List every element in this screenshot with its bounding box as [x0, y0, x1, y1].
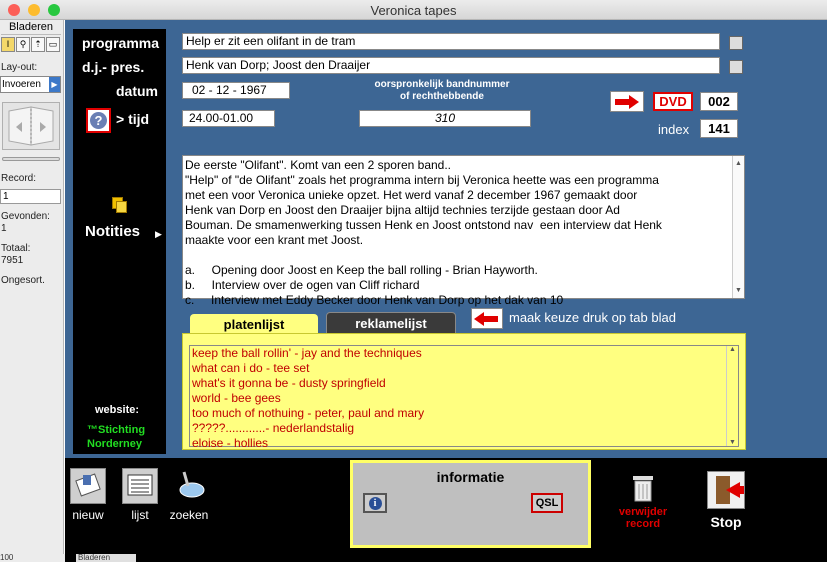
dj-label: d.j.- pres.	[82, 59, 145, 75]
stop-label: Stop	[710, 514, 742, 530]
window-title: Veronica tapes	[370, 3, 457, 18]
delete-label-2: record	[625, 518, 661, 530]
orig-label-line1: oorspronkelijk bandnummer	[374, 79, 510, 90]
tab-reklamelijst[interactable]: reklamelijst	[326, 312, 456, 334]
zoom-level[interactable]: 100	[0, 554, 65, 562]
tab-platenlijst[interactable]: platenlijst	[190, 314, 318, 338]
programma-label: programma	[82, 35, 160, 51]
scroll-up-icon[interactable]: ▲	[729, 346, 736, 353]
notities-label: Notities	[85, 223, 141, 240]
scroll-down-icon[interactable]: ▼	[735, 287, 742, 294]
scroll-down-icon[interactable]: ▼	[729, 439, 736, 446]
arrow-right-icon	[611, 92, 643, 111]
notes-line: "Help" of "de Olifant" zoals het programma intern bij Veronica heette was een programma	[185, 173, 659, 187]
playlist-scrollbar[interactable]	[726, 346, 738, 446]
record-number-input[interactable]: 1	[0, 189, 61, 204]
title-bar	[0, 0, 827, 20]
book-icon	[3, 103, 59, 149]
record-label: Record:	[1, 173, 37, 184]
chevron-right-icon: ▶	[49, 77, 60, 92]
notes-line: De eerste "Olifant". Komt van een 2 sporen band..	[185, 158, 452, 172]
info-panel	[350, 460, 591, 548]
playlist-item[interactable]: ?????............- nederlandstalig	[192, 421, 355, 435]
notes-line: b. Interview over de ogen van Cliff richard	[185, 278, 420, 292]
layout-select[interactable]	[0, 76, 61, 93]
dvd-field[interactable]: 002	[700, 92, 738, 111]
playlist-item[interactable]: what can i do - tee set	[192, 361, 310, 375]
mode-label: Bladeren	[1, 21, 61, 35]
delete-label-1: verwijder	[618, 506, 668, 518]
exit-door-icon	[707, 471, 745, 509]
layout-select-value: Invoeren	[2, 79, 41, 90]
notes-line: maakte voor een krant met Joost.	[185, 233, 364, 247]
datum-label: datum	[116, 83, 158, 99]
website-label: website:	[95, 404, 140, 416]
notes-line: a. Opening door Joost en Keep the ball rolling - Brian Hayworth.	[185, 263, 538, 277]
sort-status: Ongesort.	[1, 275, 45, 286]
preview-tool-icon[interactable]: ▭	[46, 37, 60, 52]
scroll-up-icon[interactable]: ▲	[735, 160, 742, 167]
programma-field[interactable]: Help er zit een olifant in de tram	[182, 33, 720, 50]
dj-field[interactable]: Henk van Dorp; Joost den Draaijer	[182, 57, 720, 74]
find-tool-icon[interactable]: ⚲	[16, 37, 30, 52]
bandnummer-field[interactable]: 310	[359, 110, 531, 127]
playlist-item[interactable]: too much of nothuing - peter, paul and mary	[192, 406, 425, 420]
new-record-icon	[70, 468, 106, 504]
layout-tool-icon[interactable]: ⇡	[31, 37, 45, 52]
playlist-item[interactable]: what's it gonna be - dusty springfield	[192, 376, 386, 390]
zoeken-button[interactable]	[168, 468, 210, 522]
notes-line	[185, 248, 728, 263]
lijst-button[interactable]	[120, 468, 160, 522]
bar-chart-icon-2[interactable]	[729, 60, 743, 74]
playlist-item[interactable]: keep the ball rollin' - jay and the techniques	[192, 346, 422, 360]
bar-chart-icon[interactable]	[729, 36, 743, 50]
nieuw-label: nieuw	[72, 508, 104, 522]
info-icon: i	[369, 497, 382, 510]
tijd-label: > tijd	[116, 111, 150, 127]
notes-scrollbar[interactable]	[732, 156, 744, 298]
notes-icon[interactable]	[112, 197, 130, 213]
playlist-panel	[182, 333, 746, 450]
status-mode: Bladeren	[76, 554, 136, 562]
help-button[interactable]	[86, 108, 111, 133]
arrow-left-icon	[472, 309, 502, 328]
tab-hint: maak keuze druk op tab blad	[509, 310, 676, 325]
arrow-left-button[interactable]	[471, 308, 503, 329]
index-label: index	[658, 122, 690, 137]
tijd-field[interactable]: 24.00-01.00	[182, 110, 275, 127]
stop-button[interactable]	[705, 471, 747, 530]
info-button[interactable]	[363, 493, 387, 513]
website-link-line2[interactable]: Norderney	[87, 438, 143, 450]
playlist-list[interactable]	[189, 345, 739, 450]
notes-content	[185, 158, 728, 308]
informatie-label: informatie	[436, 469, 505, 485]
zoeken-label: zoeken	[169, 508, 209, 522]
delete-record-button[interactable]	[612, 472, 674, 530]
total-label: Totaal:	[1, 243, 31, 254]
browse-tool-icon[interactable]: I	[1, 37, 15, 52]
notes-line: Henk van Dorp en Joost den Draaijer bijna altijd technies terzijde gestaan door Ad	[185, 203, 620, 217]
nieuw-button[interactable]	[68, 468, 108, 522]
playlist-item[interactable]: eloise - hollies	[192, 436, 269, 450]
total-count: 7951	[1, 255, 24, 266]
list-icon	[122, 468, 158, 504]
datum-field[interactable]: 02 - 12 - 1967	[182, 82, 290, 99]
lijst-label: lijst	[131, 508, 149, 522]
arrow-right-button[interactable]	[610, 91, 644, 112]
trash-icon	[630, 472, 656, 504]
notes-line: Bouman. De smamenwerking tussen Henk en Joost ontstond nav een interview dat Henk	[185, 218, 662, 232]
playlist-items	[190, 346, 738, 451]
record-slider[interactable]	[2, 157, 60, 161]
qsl-button[interactable]: QSL	[531, 493, 563, 513]
found-label: Gevonden:	[1, 211, 50, 222]
status-sidebar	[0, 20, 64, 562]
magnifier-icon	[171, 468, 207, 504]
website-link-line1[interactable]: ™Stichting	[87, 424, 146, 436]
triangle-right-icon: ▶	[155, 229, 162, 239]
playlist-item[interactable]: world - bee gees	[192, 391, 281, 405]
found-count: 1	[1, 223, 7, 234]
dvd-label: DVD	[653, 92, 693, 111]
orig-label-line2: of rechthebbende	[400, 91, 484, 102]
question-icon: ?	[90, 112, 107, 129]
notes-line: c. Interview met Eddy Becker door Henk van Dorp op het dak van 10	[185, 293, 564, 307]
notes-line: met een voor Veronica unieke opzet. Het werd vanaf 2 december 1967 gemaakt door	[185, 188, 638, 202]
layout-label: Lay-out:	[1, 62, 38, 73]
index-field[interactable]: 141	[700, 119, 738, 138]
notes-textarea[interactable]	[182, 155, 745, 307]
book-navigator[interactable]	[2, 102, 60, 150]
